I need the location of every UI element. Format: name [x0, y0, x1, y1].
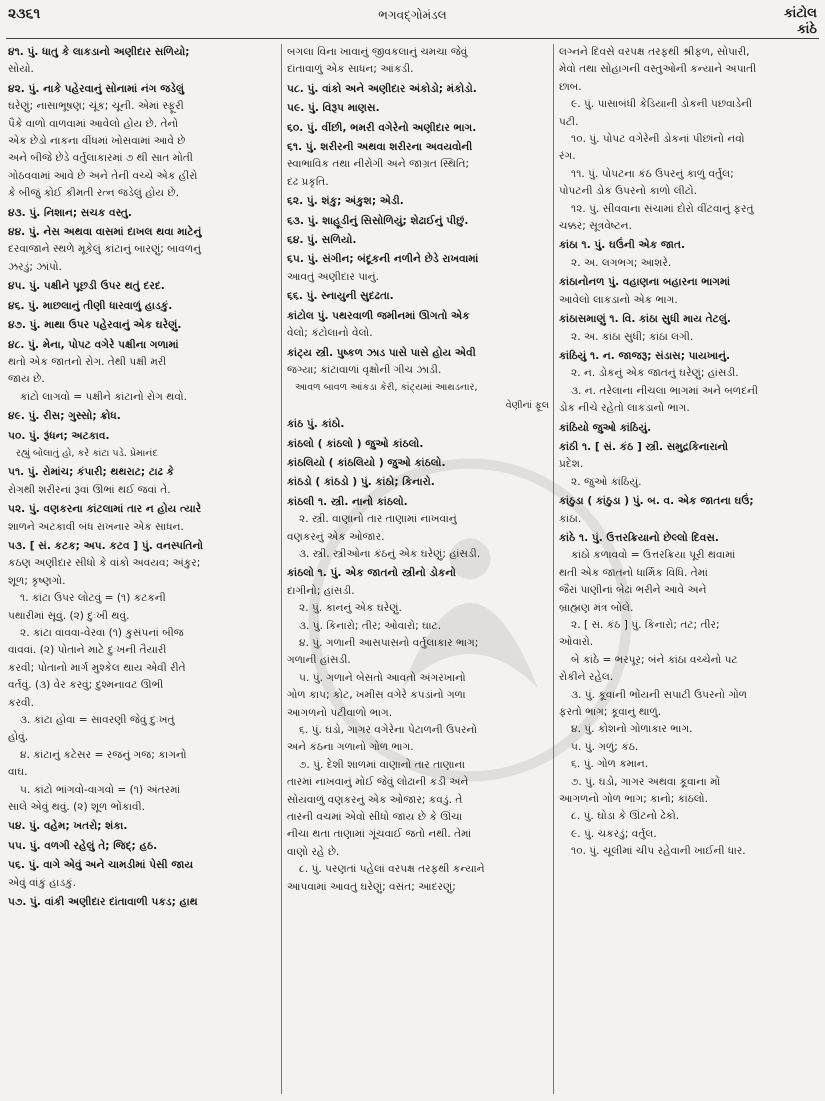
entry-line: ૪૯. પું. રીસ; ગુસ્સો; ક્રોધ.: [8, 410, 121, 423]
entry-line: કાંઠાસમાણું ૧. વિ. કાંઠા સુધી માય તેટલું.: [559, 313, 731, 326]
entry-line: ૧૦. પું. ચૂલીમાં ચીપ રહેવાની ખાઈની ધાર.: [571, 845, 746, 858]
entry-line: પોપટની ડોક ઉપરનો કાળો લીટો.: [559, 185, 698, 198]
entry-line: ૪૫. પું. પક્ષીને પૂછડી ઉપર થતું દરદ.: [8, 280, 165, 293]
entry-line: ૪. પું. કોશનો ગોળાકાર ભાગ.: [571, 723, 693, 736]
entry-line: એક છેડો નાકના વીંધમાં ખોસવામાં આવે છે: [8, 135, 186, 148]
entry-line: ૩. પું. કૂવાની ભોંયની સપાટી ઉપરનો ગોળ: [571, 688, 747, 701]
column-1: [8, 44, 276, 1094]
column-3: [559, 44, 819, 1094]
page-header: [8, 6, 817, 36]
entry-line: ૫૫. પું. વળગી રહેલું તે; જિદ્; હઠ.: [8, 839, 158, 852]
entry-line: ૧. કાંટા ઉપર લોટવું = (૧) કટકની: [20, 592, 166, 605]
entry-line: ૬૩. પું. શાહૂડીનું સિસોળિયું; શેઢાઈનું પીછું.: [287, 214, 469, 227]
entry-line: કરવી.: [8, 696, 34, 709]
entry-line: વર્તવું. (૩) વેર કરવું; દુશ્મનાવટ ઊભી: [8, 679, 164, 692]
entry-line: ૪૬. પું. માછલાનું તીણી ધારવાળું હાડકું.: [8, 299, 173, 312]
entry-line: પટી.: [559, 115, 579, 128]
entry-line: ૭. પું. ઘડો, ગાગર અથવા કૂવાના મોં: [571, 775, 721, 788]
entry-line: અને બીજે છેડે વર્તુલાકારમાં ૭ થી સાત મોતી: [8, 152, 193, 165]
entry-line: આવતું અણીદાર પાનું.: [287, 270, 380, 283]
entry-line: ૧૨. પું. સીવવાના સંચામાં દોરો વીંટવાનું ફરતું: [571, 202, 754, 215]
entry-line: વાણો રહે છે.: [287, 845, 340, 858]
entry-line: કાંઠલિયો ( કાંઠલિયો ) જુઓ કાંઠલો.: [287, 456, 446, 469]
entry-line: દાંતાવાળું એક સાધન; આંકડી.: [287, 63, 414, 76]
entry-line: ૬૬. પું. સ્નાયુની સુદઢતા.: [287, 290, 394, 303]
entry-line: ૫. પું. ગળાને બેસતો આવતો અંગરખાનો: [299, 671, 466, 684]
entry-line: ૫. પું. ગળું; કંઠ.: [571, 740, 639, 753]
entry-line: આપવામાં આવતું ઘરેણું; વસંત; આદરણું;: [287, 880, 456, 893]
entry-line: કાંટોલ પું. પથરવાળી જમીનમાં ઊગતો એક: [287, 309, 470, 322]
entry-line: વેલો; કંટોલાનો વેલો.: [287, 327, 373, 340]
entry-line: આવેલો લાકડાનો એક ભાગ.: [559, 293, 678, 306]
entry-line: ડોક નીચે રહેતો લાકડાનો ભાગ.: [559, 402, 690, 415]
entry-line: થતો એક જાતનો રોગ. તેથી પક્ષી મરી: [8, 355, 167, 368]
entry-line: ૬૫. પું. સંગીન; બંદૂકની નળીને છેડે રાખવામાં: [287, 253, 479, 266]
entry-line: જગ્યા; કાંટાવાળાં વૃક્ષોની ગીચ ઝાડી.: [287, 363, 442, 376]
entry-line: કઠણ અણીદાર સીધો કે વાંકો અવયવ; અંકુર;: [8, 557, 201, 570]
entry-line: રહ્યું બોલાતું હો, કરે કાંટા પડે. પ્રેમાનંદ: [16, 447, 158, 459]
entry-line: ૨. અ. લગભગ; આશરે.: [571, 256, 672, 269]
entry-line: ગળાની હાંસડી.: [287, 654, 351, 667]
entry-line: વાઘ.: [8, 766, 28, 779]
entry-line: તારમાં નાખવાનું મોઈ જેવું લોઢાની કડી અને: [287, 776, 469, 789]
entry-line: ૫૪. પું. વહેમ; ખતરો; શંકા.: [8, 820, 128, 833]
entry-line: ૬૪. પું. સળિયો.: [287, 234, 357, 247]
entry-line: કાંઠલો ( કાંઠલો ) જુઓ કાંઠલો.: [287, 437, 424, 450]
entry-line: મેવો તથા સોહાગની વસ્તુઓની કન્યાને અપાતી: [559, 63, 757, 76]
entry-line: કાંઠુડા ( કાંઠુડા ) પું. બ. વ. એક જાતના ઘઉં;: [559, 495, 754, 508]
entry-line: વણકરનું એક ઓજાર.: [287, 530, 385, 543]
entry-line: કાંઠા ૧. પું. ઘઉંની એક જાત.: [559, 239, 686, 252]
entry-line: સાલે એવું થવું. (૨) શૂળ ભોંકાવી.: [8, 801, 146, 814]
entry-line: ૯. પું. ચકરડું; વર્તુલ.: [571, 827, 657, 840]
entry-line: ૪૭. પું. માથા ઉપર પહેરવાનું એક ઘરેણું.: [8, 319, 182, 332]
header-rule: [6, 38, 819, 39]
entry-line: બ્રાહ્મણ મંત્ર બોલે.: [559, 601, 634, 614]
entry-line: કાંઠિયું ૧. ન. જાજરૂ; સંડાસ; પાયખાનું.: [559, 349, 731, 362]
entry-line: ૫૮. પું. વાંકો અને અણીદાર અંકોડો; મંકોડો.: [287, 82, 477, 95]
entry-line: ૬૧. પું. શરીરની અથવા શરીરના અવયવોની: [287, 141, 473, 154]
entry-line: ૩. સ્ત્રી. સ્ત્રીઓના કંઠનું એક ઘરેણું; હાંસડી.: [299, 547, 481, 560]
entry-line: ૫૩. [ સં. કટક; અપ. કટવ ] પું. વનસ્પતિનો: [8, 539, 203, 552]
entry-line: છાબ.: [559, 80, 582, 93]
guide-words: [784, 6, 817, 38]
entry-line: એવું વાંકું હાડકું.: [8, 876, 76, 889]
column-divider-1: [281, 44, 282, 1094]
entry-line: ગોળ કાપ; કોટ, ખમીસ વગેરે કપડાંનો ગળા: [287, 689, 466, 702]
entry-line: ફરતો ભાગ; કૂવાનું થાળું.: [559, 706, 662, 719]
entry-line: શૂળ; કૃષ્ણગો.: [8, 574, 66, 587]
entry-line: ૫૦. પું. રૂંધન; અટકાવ.: [8, 429, 110, 442]
entry-line: ૪૪. પું. નેસ અથવા વાસમાં દાખલ થવા માટેનું: [8, 226, 202, 239]
entry-line: ૬. પું. ગોળ કમાન.: [571, 758, 649, 771]
entry-line: દાગીનો; હાંસડી.: [287, 584, 355, 597]
entry-line: ૮. પું. પરણતાં પહેલાં વરપક્ષ તરફથી કન્યાને: [299, 863, 485, 876]
column-divider-2: [553, 44, 554, 1094]
entry-line: કાંઠડો ( કાંઠડો ) પું. કાંઠો; કિનારો.: [287, 476, 435, 489]
entry-line: ગોઠવવામાં આવે છે અને તેની વચ્ચે એક હીરો: [8, 169, 198, 182]
entry-line: ૨. કાંટા વાવવા-વેરવા (૧) કુસંપનાં બીજ: [20, 627, 184, 639]
page-number: ૨૩૬૧: [8, 6, 41, 22]
entry-line: ૪. કાંટાનું કટેસર = રજનું ગજ; કાગનો: [20, 748, 187, 761]
entry-line: લગ્નને દિવસે વરપક્ષ તરફથી શ્રીફળ, સોપારી,: [559, 46, 750, 58]
entry-line: સ્વાભાવિક તથા નીરોગી અને જાગ્રત સ્થિતિ;: [287, 158, 470, 171]
entry-line: ઓવારો.: [559, 636, 594, 649]
entry-line: ૪૮. પું. મેના, પોપટ વગેરે પક્ષીના ગળામાં: [8, 338, 179, 351]
entry-line: ૨. પું. કાનનું એક ઘરેણું.: [299, 602, 402, 615]
entry-line: ૩. ન. તરેલાના નીચલા ભાગમાં અને બળદની: [571, 384, 759, 397]
entry-line: ૫૬. પું. વાગે એવું અને ચામડીમાં પેસી જાય: [8, 859, 194, 872]
entry-line: ચક્કર; સૂત્રવેષ્ટન.: [559, 220, 632, 233]
entry-line: ૫૯. પું. વિરૂપ માણસ.: [287, 102, 380, 115]
entry-line: ૫૭. પું. વાંકી અણીદાર દાંતાવાળી પકડ; હાથ: [8, 896, 198, 909]
entry-line: ૫૧. પું. રોમાંચ; કંપારી; થથરાટ; ટાઢ કે: [8, 466, 175, 479]
entry-line: પૈકે વાળો વાળવામાં આવેલો હોય છે. તેનો: [8, 117, 179, 130]
entry-line: ૧૦. પું. પોપટ વગેરેની ડોકનાં પીછાંનો નવો: [571, 133, 745, 146]
entry-line: કાંઠ પું. કાંઠો.: [287, 418, 345, 431]
entry-line: કે બીજું કોઈ કીમતી રત્ન જડેલું હોય છે.: [8, 187, 180, 200]
entry-line: ૬૦. પું. વીંછી, ભમરી વગેરેનો અણીદાર ભાગ.: [287, 121, 477, 134]
entry-line: ૨. ન. ડોકનું એક જાતનું ઘરેણું; હાંસડી.: [571, 367, 739, 380]
entry-line: ૨. જુઓ કાંઠિયું.: [571, 475, 642, 488]
entry-line: બગલા વિના ખાવાનું જીવકલાનું ચમચા જેવું: [287, 46, 468, 58]
entry-line: ૨. અ. કાંઠા સુધી; કાંઠા લગી.: [571, 330, 694, 343]
entry-line: કાંટ્ય સ્ત્રી. પુષ્કળ ઝાડ પાસે પાસે હોય એવી: [287, 346, 476, 359]
entry-line: ૮. પું. ઘોડા કે ઊંટનો ઢેકો.: [571, 810, 680, 823]
entry-line: ૫. કાંટો ભાંગવો-વાગવો = (૧) અંતરમાં: [20, 783, 181, 796]
entry-line: નીચા થતા તાણામાં ગૂંચવાઈ જતો નથી. તેમાં: [287, 828, 472, 841]
entry-line: સોયવાળું વણકરનું એક ઓજાર; કવડું. તે: [287, 793, 463, 806]
entry-line: ૯. પું. પાસાબંધી કેડિયાની ડોકની પછવાડેની: [571, 98, 753, 111]
guide-word-last: કાંઠે: [797, 22, 817, 37]
entry-line: રોગથી શરીરનાં રૂવાં ઊભાં થઈ જવાં તે.: [8, 483, 171, 496]
entry-line: કાંઠલી ૧. સ્ત્રી. નાનો કાંઠલો.: [287, 495, 408, 508]
entry-line: ૬૨. પું. શંકુ; અંકુશ; એડી.: [287, 195, 404, 208]
entry-line: પથારીમાં સૂવું. (૨) દુઃખી થવું.: [8, 609, 130, 622]
entry-line: કાંઠાનોનળ પું. વહાણના બહારના ભાગમાં: [559, 276, 731, 289]
guide-word-first: કાંટોલ: [783, 6, 817, 21]
entry-line: આગળનો ગોળ ભાગ; કાનો; કાંઠલો.: [559, 793, 708, 806]
entry-line: ૪૧. પું. ધાતુ કે લાકડાનો અણીદાર સળિયો;: [8, 46, 190, 58]
entry-line: દરવાજાને સ્થળે મૂકેલું કાંટાનું બારણું; બાવળનું: [8, 243, 201, 256]
entry-line: આગળનો પટીવાળો ભાગ.: [287, 706, 393, 719]
entry-line: ૪. પું. ગળાની આસપાસનો વર્તુલાકાર ભાગ;: [299, 637, 479, 649]
entry-line: તારની વચમાં એવો સીધો જાય છે કે ઊંચા: [287, 811, 463, 824]
entry-line: બે કાંઠે = ભરપૂર; બંને કાંઠા વચ્ચેનો પટ: [571, 653, 738, 666]
entry-line: અને કંઠના ગળાનો ગોળ ભાગ.: [287, 741, 414, 754]
entry-line: હોવું.: [8, 731, 29, 744]
entry-line: ૩. પું. કિનારો; તીર; ઓવારો; ઘાટ.: [299, 619, 442, 632]
entry-line: ઘરેણું; નાસાભૂષણ; ચૂંક; ચૂની. એમાં સ્ફૂરી: [8, 100, 184, 113]
entry-line: ૭. પું. દેશી શાળમાં વાણાનો તાર તાણાના: [299, 758, 466, 771]
entry-line: ૨. [ સં. કંઠ ] પું. કિનારો; તટ; તીર;: [571, 619, 720, 631]
entry-line: સોયો.: [8, 63, 34, 76]
entry-line: ૩. કાંટા હોવા = સાવરણી જેવું દુઃખતું: [20, 714, 175, 727]
entry-line: કાંઠી ૧. [ સં. કંઠ ] સ્ત્રી. સમુદ્રકિનારાનો: [559, 440, 729, 453]
entry-line: વાવવાં. (૨) પોતાને માટે દુઃખની તૈયારી: [8, 644, 167, 657]
entry-line: કાંઠલો ૧. પું. એક જાતનો સ્ત્રીનો ડોકનો: [287, 567, 456, 580]
entry-line: કાંઠે ૧. પું. ઉત્તરક્રિયાનો છેલ્લો દિવસ.: [559, 531, 719, 544]
entry-line: દઢ પ્રકૃતિ.: [287, 175, 329, 188]
entry-line: ૫૨. પું. વણકરના કાંટલામાં તાર ન હોય ત્યારે: [8, 503, 202, 516]
column-2: [287, 44, 549, 1094]
page-title: ભગવદ્ગોમંડલ: [378, 8, 447, 22]
entry-line: થતી એક જાતનો ધાર્મિક વિધિ. તેમાં: [559, 566, 708, 579]
entry-line: ૪૨. પું. નાકે પહેરવાનું સોનામાં નંગ જડેલું: [8, 82, 185, 95]
entry-line: ૧૧. પું. પોપટના કંઠ ઉપરનું કાળું વર્તુલ;: [571, 167, 734, 180]
entry-line: શાળને અટકાવી બંધ રાખનાર એક સાધન.: [8, 520, 184, 533]
entry-line: કાંઠા.: [559, 512, 582, 525]
entry-line: જૈરાં પાણીનાં બેઢાં ભરીને આવે અને: [559, 584, 707, 597]
entry-line: જાય છે.: [8, 373, 45, 386]
entry-line: ૪૩. પું. નિશાન; સચક વસ્તુ.: [8, 206, 132, 219]
entry-line: વેણીનાં ફૂલ: [505, 399, 549, 411]
entry-line: કરવી; પોતાનો માર્ગ મુશ્કેલ થાય એવી રીતે: [8, 661, 186, 674]
entry-line: ૬. પું. ઘડો, ગાગર વગેરેના પેટાળની ઉપરનો: [299, 724, 478, 737]
entry-line: રંગ.: [559, 150, 576, 163]
entry-line: કાંઠો કળાવવો = ઉત્તરક્રિયા પૂરી થવામાં: [571, 549, 736, 562]
entry-line: આવળ બાવળ આંકડા કેરી, કાંટ્યમાં આથડનાર,: [295, 382, 478, 394]
entry-line: પ્રદેશ.: [559, 458, 584, 471]
entry-line: કાંટો લાગવો = પક્ષીને કાંટાનો રોગ થવો.: [20, 390, 188, 403]
entry-line: રોકીને રહેલ.: [559, 671, 614, 684]
entry-line: કાંઠિયો જુઓ કાંઠિયું.: [559, 421, 652, 434]
entry-line: ૨. સ્ત્રી. વાણાનો તાર તાણામાં નાખવાનું: [299, 513, 457, 526]
entry-line: ઝરડું; ઝાંપો.: [8, 260, 62, 273]
